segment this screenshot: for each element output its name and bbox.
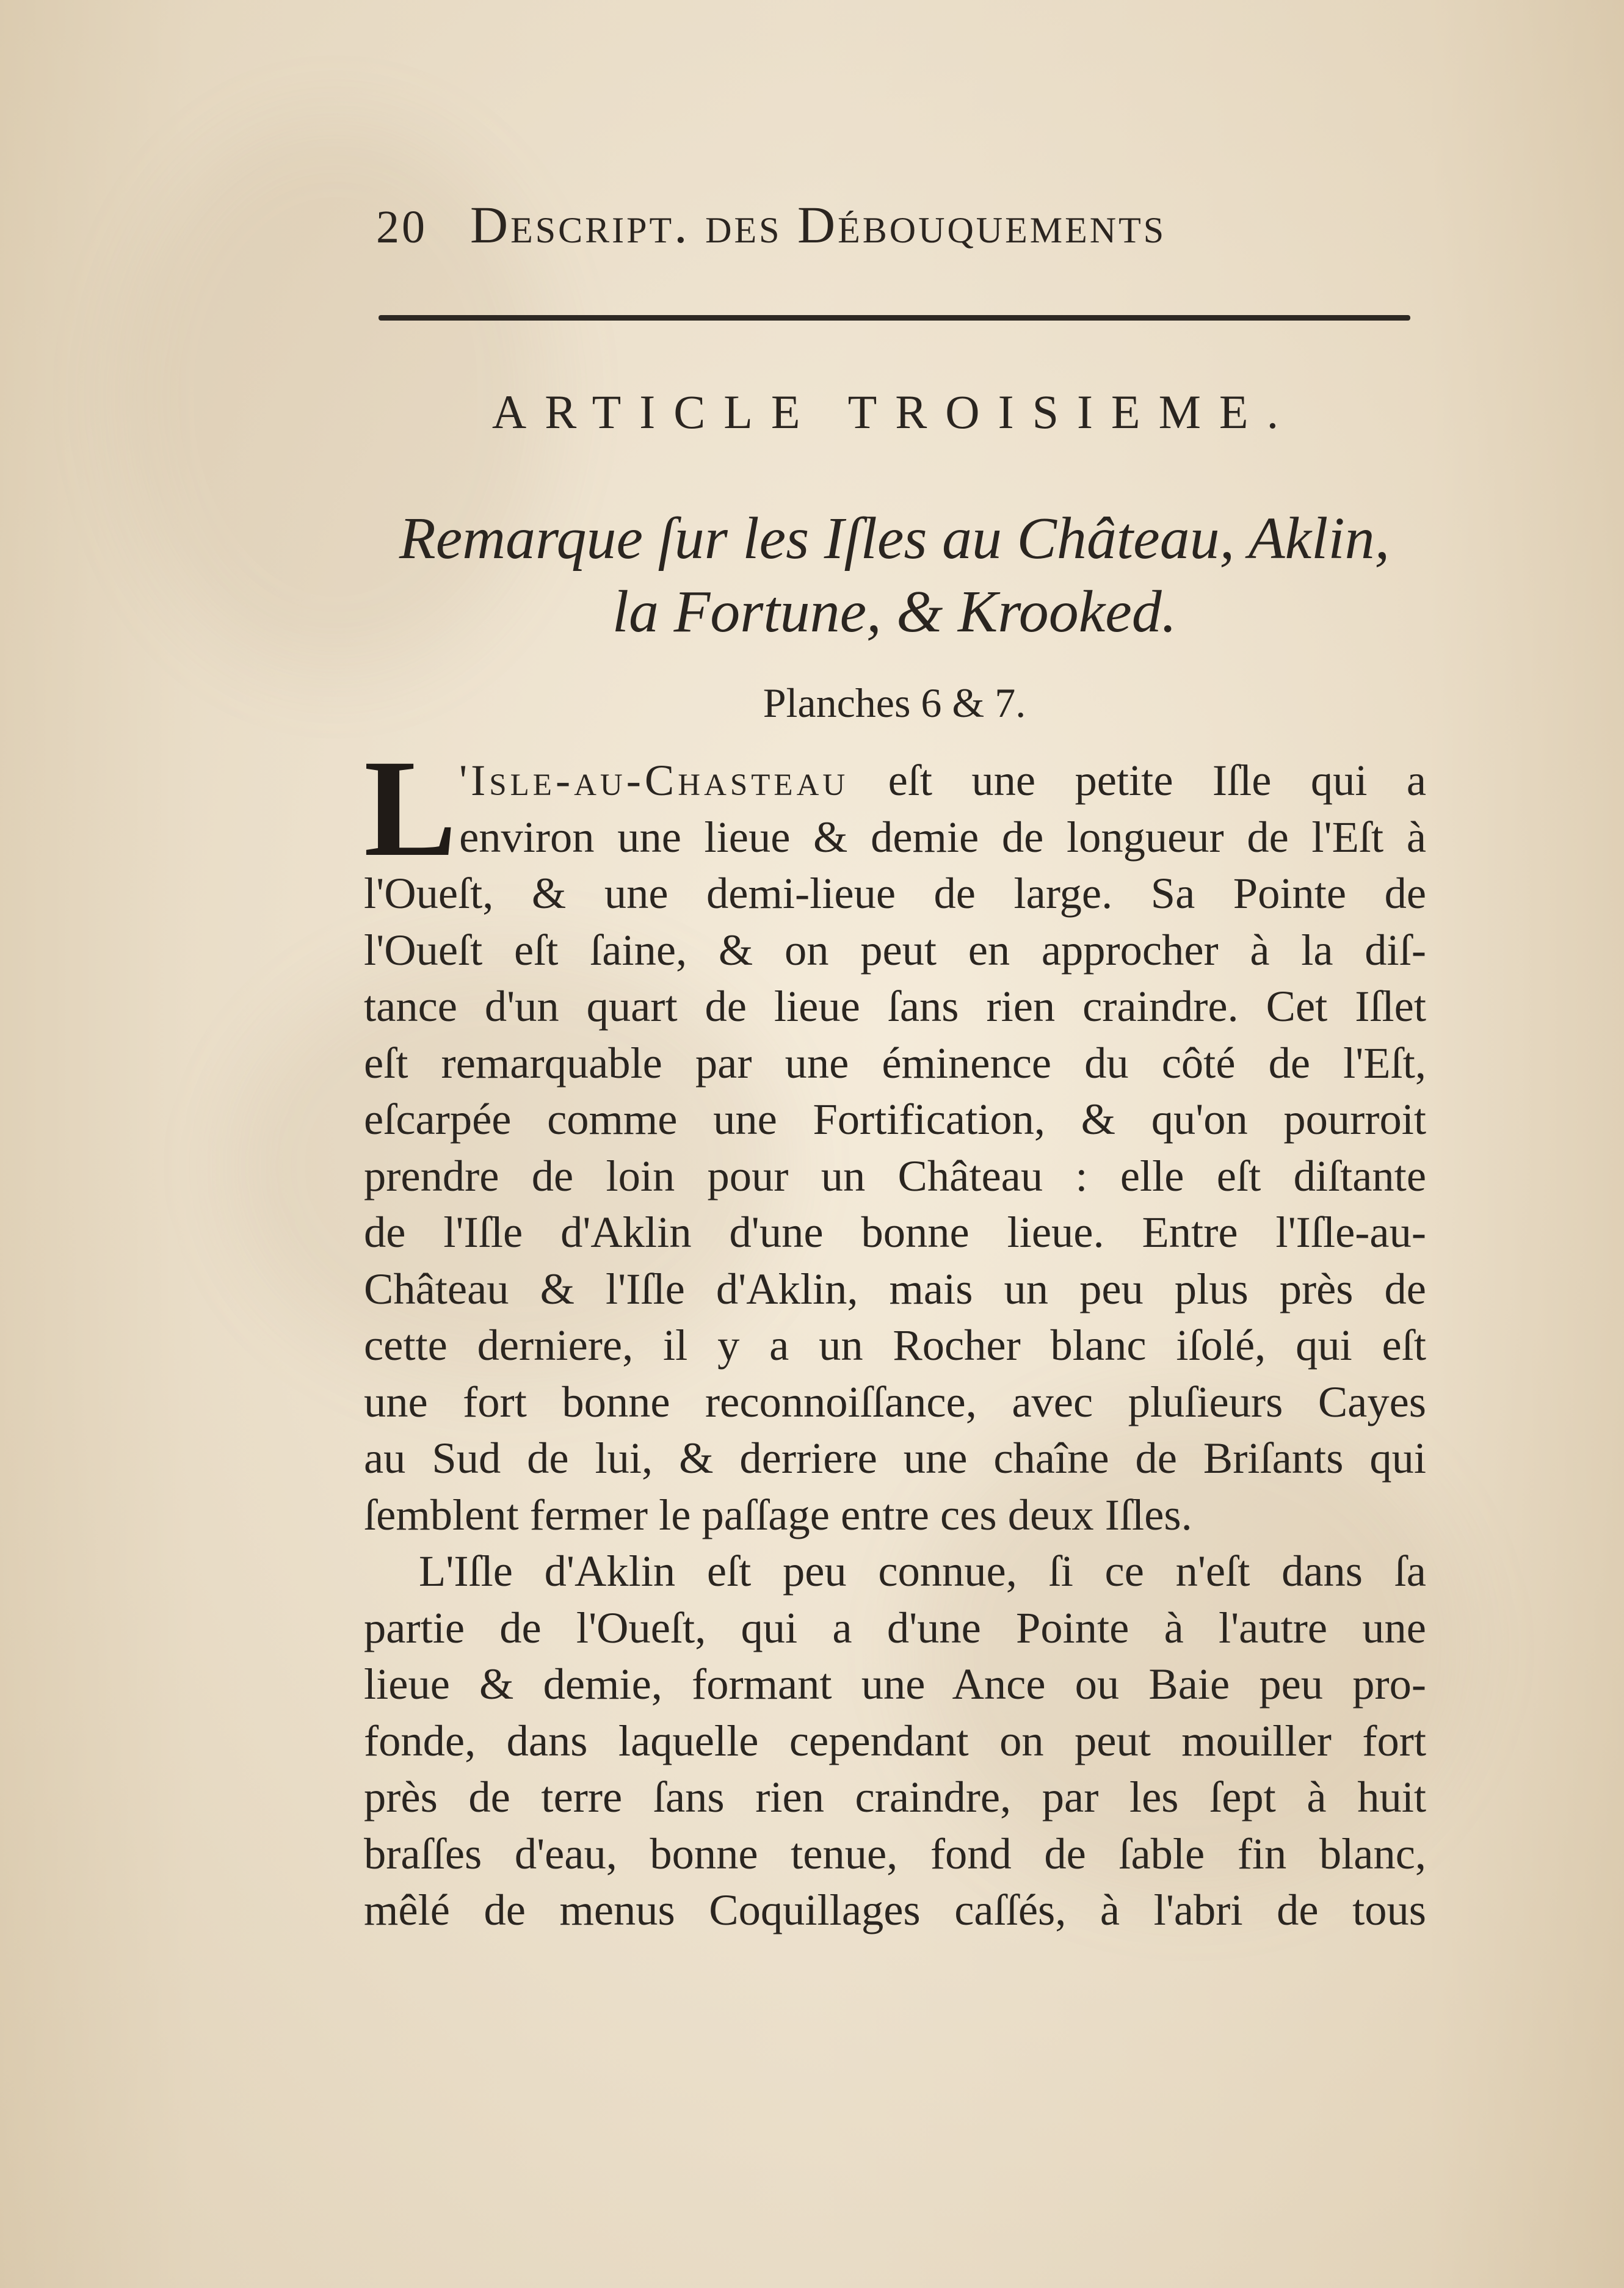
text-line: mêlé de menus Coquillages caſſés, à l'abri de tous [364,1885,1426,1934]
text-line: cette derniere, il y a un Rocher blanc iſolé, qui eſt [364,1320,1426,1370]
body-text [364,732,1426,1939]
page-number: 20 [376,202,427,253]
text-line: près de terre ſans rien craindre, par les ſept à huit [364,1772,1426,1821]
text-line [364,752,1426,809]
article-subtitle [366,502,1423,648]
text-line: une fort bonne reconnoiſſance, avec pluſieurs Cayes [364,1376,1426,1426]
subtitle-line: la Fortune, & Krooked. [612,579,1177,645]
text-line: partie de l'Oueſt, qui a d'une Pointe à l'autre une [364,1602,1426,1652]
text-line: braſſes d'eau, bonne tenue, fond de ſable fin blanc, [364,1828,1426,1878]
text-line: Château & l'Iſle d'Aklin, mais un peu plus près de [364,1263,1426,1313]
first-line-smallcaps: 'Isle-au-Chasteau [459,755,849,805]
text-line: ſemblent fermer le paſſage entre ces deux Iſles. [364,1489,1192,1539]
text-line: lieue & demie, formant une Ance ou Baie peu pro- [364,1659,1426,1709]
text-line: de l'Iſle d'Aklin d'une bonne lieue. Entre l'Iſle-au- [364,1207,1426,1257]
subtitle-line: Remarque ſur les Iſles au Château, Aklin, [399,506,1390,572]
text-line: prendre de loin pour un Château : elle eſt diſtante [364,1150,1426,1200]
text-line: eſcarpée comme une Fortification, & qu'on pourroit [364,1094,1426,1144]
text-line: tance d'un quart de lieue ſans rien craindre. Cet Iſlet [364,981,1426,1031]
running-head-title: Descript. des Débouquements [470,195,1167,254]
paragraph-2 [364,1543,1426,1939]
text-line: L'Iſle d'Aklin eſt peu connue, ſi ce n'eſt dans ſa [419,1546,1426,1596]
drop-cap: L [364,732,457,885]
article-title: ARTICLE TROISIEME. [491,385,1297,438]
running-head [376,194,1341,261]
text-line: l'Oueſt, & une demi-lieue de large. Sa Pointe de [364,868,1426,918]
text-line: eſt remarquable par une éminence du côté de l'Eſt, [364,1037,1426,1088]
first-line-rest: eſt une petite Iſle qui a [849,755,1426,805]
text-line: au Sud de lui, & derriere une chaîne de Briſants qui [364,1433,1426,1483]
paragraph-1 [364,732,1426,1543]
plates-reference: Planches 6 & 7. [763,680,1026,726]
text-line: environ une lieue & demie de longueur de l'Eſt à [459,812,1426,862]
text-line: fonde, dans laquelle cependant on peut mouiller fort [364,1715,1426,1765]
header-rule [379,315,1410,321]
text-line: l'Oueſt eſt ſaine, & on peut en approcher à la diſ- [364,924,1426,975]
